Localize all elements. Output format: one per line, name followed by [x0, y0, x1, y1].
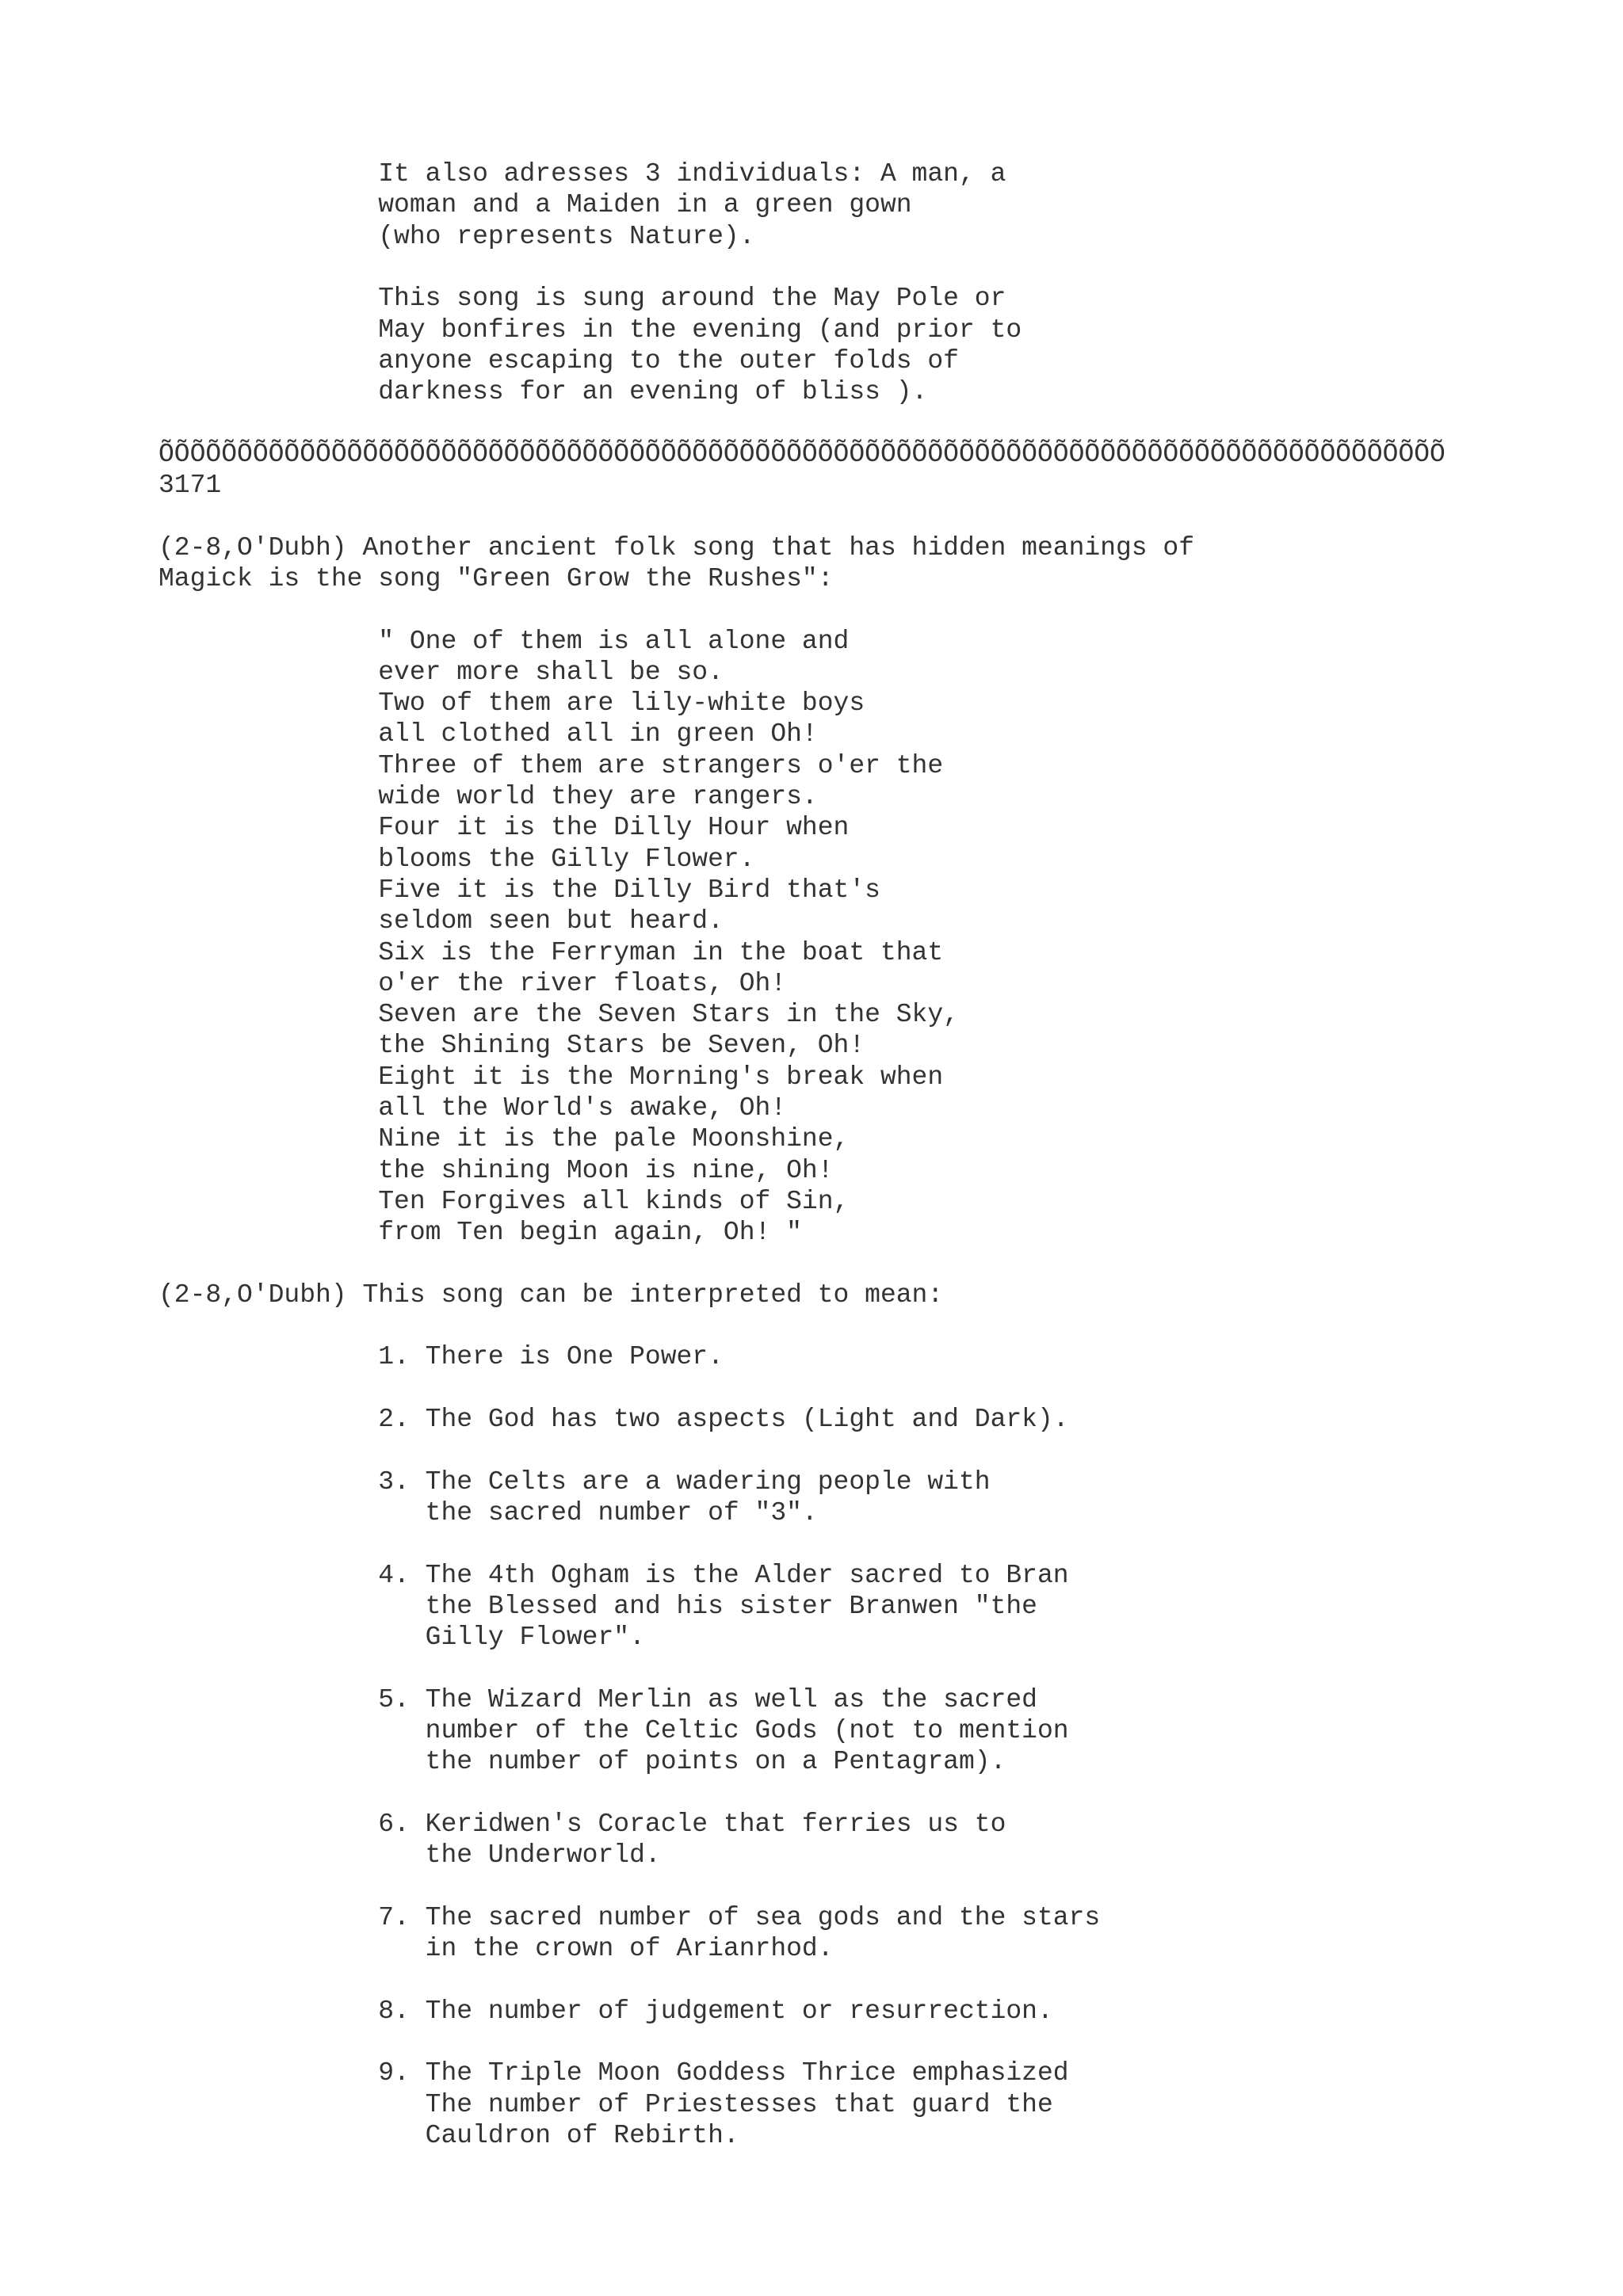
text-line: " One of them is all alone and [158, 626, 850, 656]
text-line: the Blessed and his sister Branwen "the [158, 1591, 1037, 1621]
text-line: Seven are the Seven Stars in the Sky, [158, 1000, 959, 1030]
text-line: Six is the Ferryman in the boat that [158, 937, 944, 967]
text-line: blooms the Gilly Flower. [158, 844, 755, 874]
text-line: Two of them are lily-white boys [158, 688, 865, 719]
text-line: Four it is the Dilly Hour when [158, 813, 850, 843]
text-line: ÕÕÕÕÕÕÕÕÕÕÕÕÕÕÕÕÕÕÕÕÕÕÕÕÕÕÕÕÕÕÕÕÕÕÕÕÕÕÕÕÕÕÕÕÕÕÕÕÕÕÕÕÕÕÕÕÕÕÕÕÕÕÕÕÕÕÕÕÕÕÕÕÕÕÕÕÕÕÕÕÕÕ [158, 439, 1445, 469]
text-line: 3171 [158, 471, 222, 500]
text-line: woman and a Maiden in a green gown [158, 190, 912, 220]
text-line: the Shining Stars be Seven, Oh! [158, 1031, 865, 1061]
text-line: Nine it is the pale Moonshine, [158, 1124, 850, 1154]
text-line: It also adresses 3 individuals: A man, a [158, 159, 1006, 189]
text-line: Gilly Flower". [158, 1623, 645, 1653]
text-line: Magick is the song "Green Grow the Rushes": [158, 563, 834, 593]
text-line: all the World's awake, Oh! [158, 1093, 787, 1123]
text-line: all clothed all in green Oh! [158, 719, 818, 749]
text-line: the sacred number of "3". [158, 1497, 818, 1527]
text-line: 7. The sacred number of sea gods and the stars [158, 1902, 1101, 1932]
text-line: the shining Moon is nine, Oh! [158, 1155, 834, 1185]
text-line: 6. Keridwen's Coracle that ferries us to [158, 1809, 1006, 1839]
text-line: the number of points on a Pentagram). [158, 1747, 1006, 1777]
text-line: anyone escaping to the outer folds of [158, 345, 959, 376]
text-line: Five it is the Dilly Bird that's [158, 875, 880, 905]
text-line: The number of Priestesses that guard the [158, 2089, 1053, 2119]
text-line: 3. The Celts are a wadering people with [158, 1466, 991, 1497]
text-line: (who represents Nature). [158, 221, 755, 251]
text-line: seldom seen but heard. [158, 906, 724, 936]
text-line: 5. The Wizard Merlin as well as the sacred [158, 1684, 1037, 1714]
text-line: 4. The 4th Ogham is the Alder sacred to Bran [158, 1560, 1069, 1590]
text-line: the Underworld. [158, 1840, 661, 1871]
text-line: Three of them are strangers o'er the [158, 750, 944, 780]
text-line: wide world they are rangers. [158, 782, 818, 811]
text-line: 1. There is One Power. [158, 1342, 724, 1372]
text-line: from Ten begin again, Oh! " [158, 1218, 802, 1248]
text-line: darkness for an evening of bliss ). [158, 377, 928, 407]
text-line: Cauldron of Rebirth. [158, 2120, 739, 2150]
text-line: 2. The God has two aspects (Light and Dark). [158, 1405, 1069, 1434]
text-line: 8. The number of judgement or resurrection. [158, 1996, 1053, 2026]
text-line: 9. The Triple Moon Goddess Thrice emphasized [158, 2058, 1069, 2088]
text-line: Eight it is the Morning's break when [158, 1062, 944, 1092]
text-line: o'er the river floats, Oh! [158, 968, 787, 998]
text-line: (2-8,O'Dubh) This song can be interpreted to mean: [158, 1280, 944, 1310]
text-line: This song is sung around the May Pole or [158, 284, 1006, 314]
text-line: number of the Celtic Gods (not to mention [158, 1716, 1069, 1745]
text-line: Ten Forgives all kinds of Sin, [158, 1186, 850, 1216]
text-line: in the crown of Arianrhod. [158, 1934, 834, 1964]
text-line: ever more shall be so. [158, 657, 724, 687]
text-line: May bonfires in the evening (and prior to [158, 315, 1022, 345]
text-line: (2-8,O'Dubh) Another ancient folk song that has hidden meanings of [158, 532, 1195, 563]
